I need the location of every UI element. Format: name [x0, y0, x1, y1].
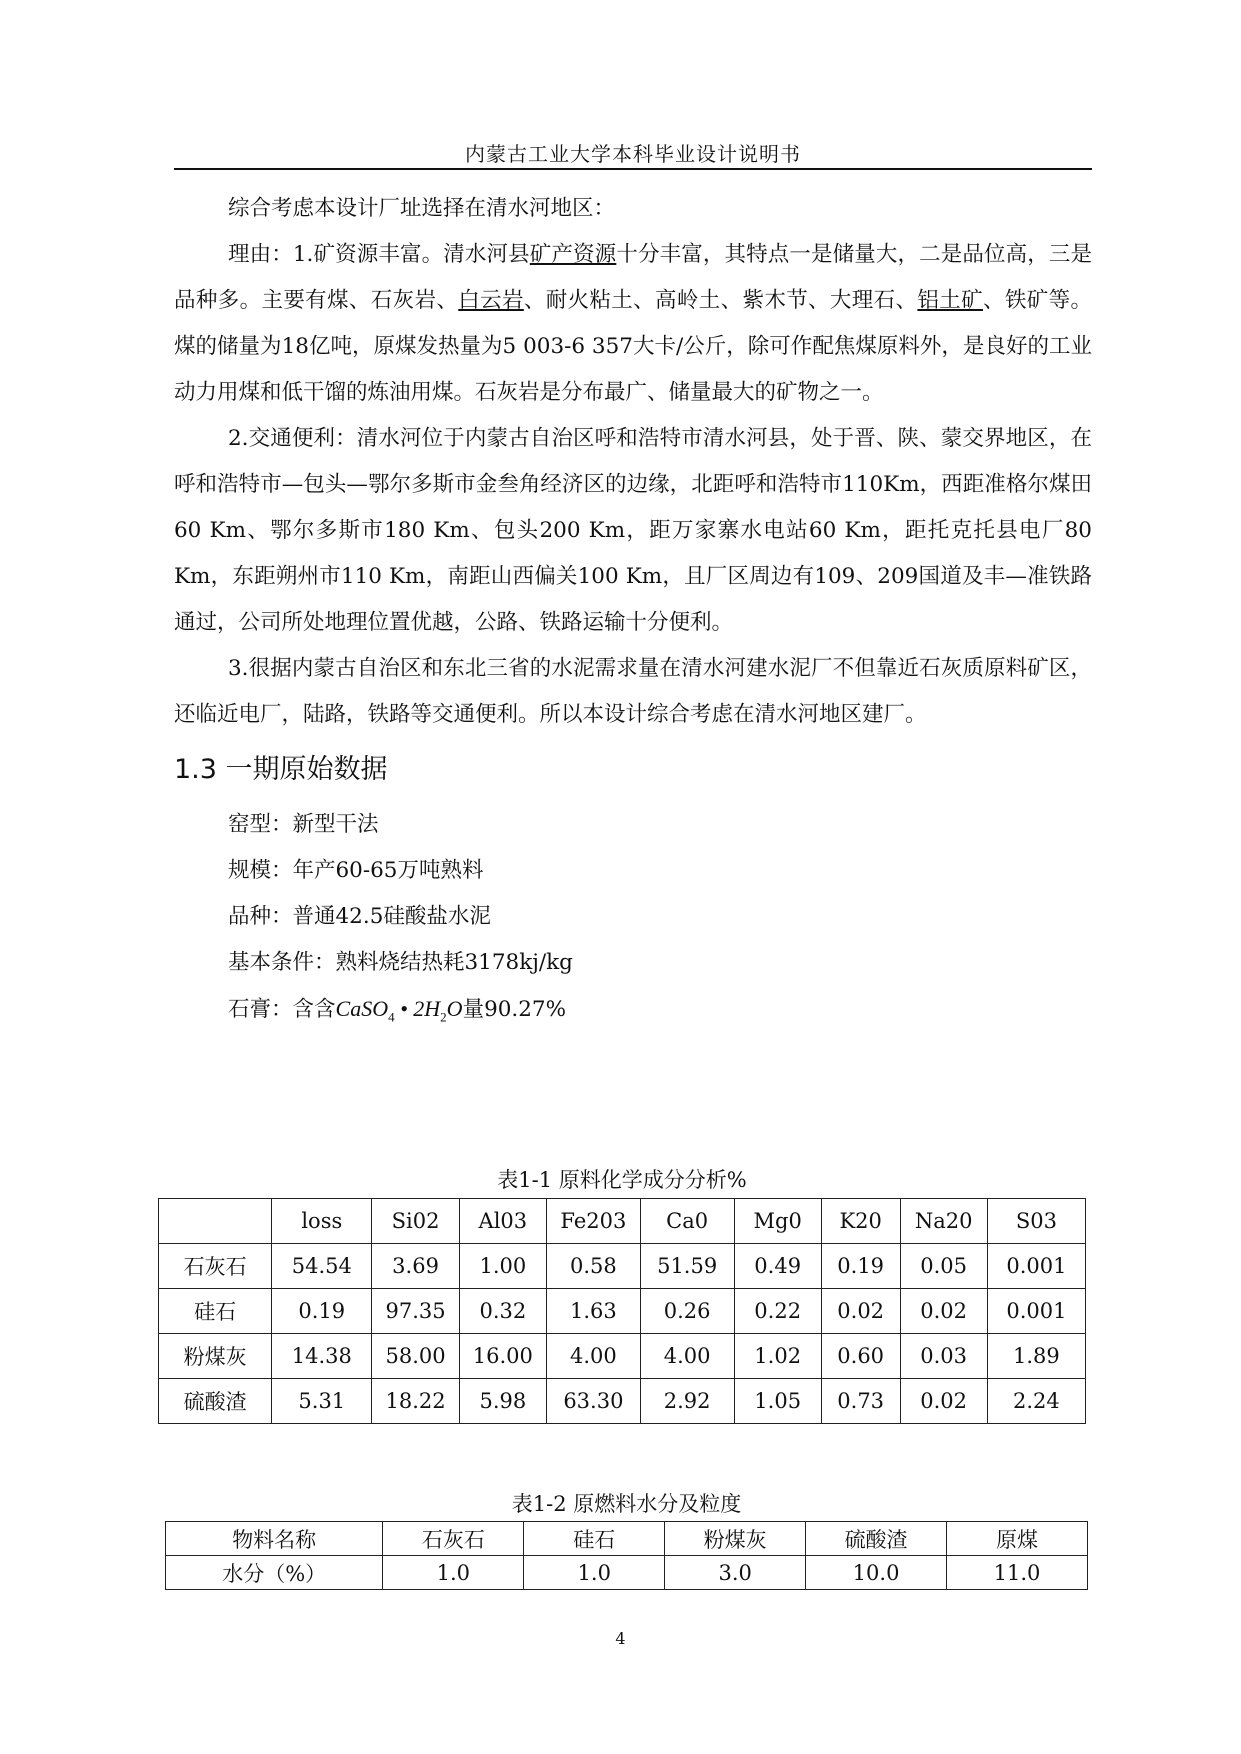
table-cell: 11.0: [947, 1556, 1088, 1590]
param-variety: 品种：普通42.5硅酸盐水泥: [228, 904, 491, 929]
column-header: K20: [821, 1199, 900, 1244]
param-gypsum: [174, 986, 1092, 1040]
table-cell: 63.30: [547, 1379, 641, 1424]
column-header: Na20: [900, 1199, 987, 1244]
table-cell: 5.98: [459, 1379, 546, 1424]
table-cell: 4.00: [640, 1334, 734, 1379]
table-cell: 1.00: [459, 1244, 546, 1289]
table-moisture: [165, 1521, 1088, 1590]
column-header: [159, 1199, 272, 1244]
parameter-list: [174, 802, 1092, 1040]
column-header: loss: [272, 1199, 372, 1244]
link-bauxite[interactable]: 铝土矿: [917, 288, 983, 313]
table-cell: 4.00: [547, 1334, 641, 1379]
table-cell: 16.00: [459, 1334, 546, 1379]
table-cell: 14.38: [272, 1334, 372, 1379]
document-body: [174, 186, 1092, 1040]
table1-caption: 表1-1 原料化学成分分析%: [497, 1168, 747, 1192]
table-cell: 0.001: [987, 1289, 1085, 1334]
table-cell: 1.02: [734, 1334, 821, 1379]
table-header-row: [159, 1199, 1086, 1244]
column-header: Si02: [372, 1199, 459, 1244]
table-cell: 0.19: [272, 1289, 372, 1334]
column-header: 物料名称: [166, 1522, 383, 1556]
gypsum-suffix: 量90.27%: [462, 997, 567, 1022]
table-cell: 5.31: [272, 1379, 372, 1424]
param-condition: 基本条件：熟料烧结热耗3178kj/kg: [228, 950, 573, 975]
reason-text-1: 理由：1.矿资源丰富。清水河县: [228, 242, 530, 267]
column-header: Al03: [459, 1199, 546, 1244]
table-cell: 0.02: [900, 1289, 987, 1334]
link-dolomite[interactable]: 白云岩: [458, 288, 524, 313]
table2-caption: 表1-2 原燃料水分及粒度: [511, 1492, 742, 1516]
table-row: [159, 1379, 1086, 1424]
column-header: 原煤: [947, 1522, 1088, 1556]
page-header: 内蒙古工业大学本科毕业设计说明书: [465, 142, 801, 166]
table-cell: 3.0: [665, 1556, 806, 1590]
table-cell: 10.0: [806, 1556, 947, 1590]
paragraph-site-choice: 综合考虑本设计厂址选择在清水河地区：: [228, 196, 616, 221]
table-cell: 1.63: [547, 1289, 641, 1334]
link-mineral-resources[interactable]: 矿产资源: [529, 242, 617, 267]
column-header: 粉煤灰: [665, 1522, 806, 1556]
column-header: 硫酸渣: [806, 1522, 947, 1556]
table-cell: 1.0: [524, 1556, 665, 1590]
table-cell: 0.19: [821, 1244, 900, 1289]
column-header: Ca0: [640, 1199, 734, 1244]
table-cell: 0.32: [459, 1289, 546, 1334]
table-row: [166, 1556, 1088, 1590]
table-row: [159, 1244, 1086, 1289]
table-cell: 0.02: [900, 1379, 987, 1424]
table-header-row: [166, 1522, 1088, 1556]
table-cell: 0.02: [821, 1289, 900, 1334]
column-header: Fe203: [547, 1199, 641, 1244]
table-raw-material-chemistry: [158, 1198, 1086, 1424]
paragraph-reason-resources: [174, 232, 1092, 416]
column-header: S03: [987, 1199, 1085, 1244]
param-scale: 规模：年产60-65万吨熟料: [228, 858, 484, 883]
row-label: 粉煤灰: [159, 1334, 272, 1379]
paragraph-demand: 3.很据内蒙古自治区和东北三省的水泥需求量在清水河建水泥厂不但靠近石灰质原料矿区，还临近电厂，陆路，铁路等交通便利。所以本设计综合考虑在清水河地区建厂。: [174, 656, 1092, 727]
table-cell: 2.92: [640, 1379, 734, 1424]
reason-text-2: 十分丰富，其特点一是储量大，二是品位高，三是品种多。主要有煤、石灰岩、: [174, 242, 1092, 313]
table-cell: 54.54: [272, 1244, 372, 1289]
table-cell: 1.89: [987, 1334, 1085, 1379]
row-label: 硫酸渣: [159, 1379, 272, 1424]
table-cell: 1.05: [734, 1379, 821, 1424]
table-cell: 0.73: [821, 1379, 900, 1424]
table-cell: 0.22: [734, 1289, 821, 1334]
table-cell: 0.60: [821, 1334, 900, 1379]
table-cell: 0.05: [900, 1244, 987, 1289]
table-cell: 18.22: [372, 1379, 459, 1424]
header-rule: [174, 168, 1092, 170]
table-cell: 0.58: [547, 1244, 641, 1289]
gypsum-prefix: 石膏：含含: [228, 997, 336, 1022]
column-header: 硅石: [524, 1522, 665, 1556]
reason-text-4: 、铁矿等。煤的储量为18亿吨，原煤发热量为5 003-6 357大卡/公斤，除可作配焦煤原料外，是良好的工业动力用煤和低干馏的炼油用煤。石灰岩是分布最广、储量最大的矿物之一。: [174, 288, 1092, 405]
table-cell: 0.03: [900, 1334, 987, 1379]
reason-text-3: 、耐火粘土、高岭土、紫木节、大理石、: [523, 288, 918, 313]
paragraph-transport: 2.交通便利：清水河位于内蒙古自治区呼和浩特市清水河县，处于晋、陕、蒙交界地区，在呼和浩特市—包头—鄂尔多斯市金叁角经济区的边缘，北距呼和浩特市110Km，西距准格尔煤田60 Km、鄂尔多斯市180 Km、包头200 Km，距万家寨水电站60 Km，距托克托县电厂80 Km，东距朔州市110 Km，南距山西偏关100 Km，且厂区周边有109、209国道及丰—准铁路通过，公司所处地理位置优越，公路、铁路运输十分便利。: [174, 426, 1092, 635]
table-row: [159, 1334, 1086, 1379]
table-cell: 1.0: [383, 1556, 524, 1590]
table-cell: 3.69: [372, 1244, 459, 1289]
row-label: 石灰石: [159, 1244, 272, 1289]
table-cell: 0.26: [640, 1289, 734, 1334]
table-cell: 58.00: [372, 1334, 459, 1379]
section-heading: 1.3 一期原始数据: [174, 754, 388, 785]
table-cell: 51.59: [640, 1244, 734, 1289]
table-cell: 0.49: [734, 1244, 821, 1289]
table-cell: 0.001: [987, 1244, 1085, 1289]
gypsum-formula: CaSO$_4$ • $2H_2O$: [335, 996, 463, 1025]
row-label: 硅石: [159, 1289, 272, 1334]
page-number: 4: [615, 1629, 626, 1648]
table-cell: 2.24: [987, 1379, 1085, 1424]
column-header: 石灰石: [383, 1522, 524, 1556]
row-label: 水分（%）: [166, 1556, 383, 1590]
table-cell: 97.35: [372, 1289, 459, 1334]
table-row: [159, 1289, 1086, 1334]
column-header: Mg0: [734, 1199, 821, 1244]
param-kiln: 窑型：新型干法: [228, 812, 379, 837]
